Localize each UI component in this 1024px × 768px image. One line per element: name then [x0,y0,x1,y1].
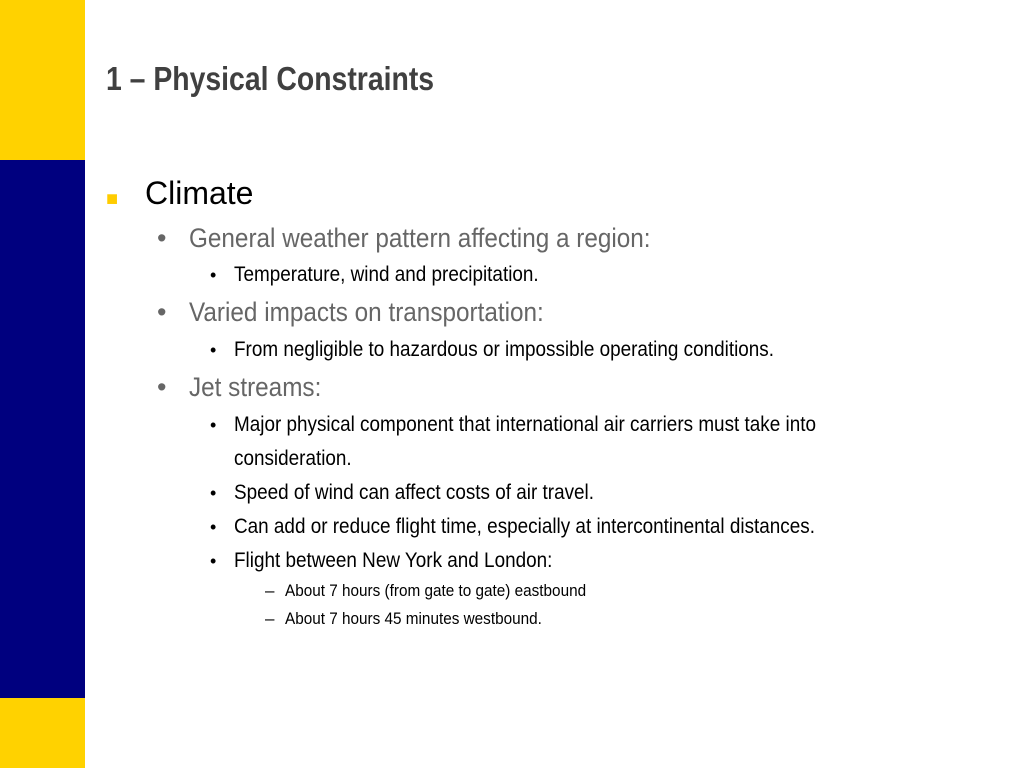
bullet-text: Climate [145,175,254,211]
bullet-dot-icon: • [210,551,217,571]
bullet-dot-icon: • [210,265,217,285]
bullet-text: General weather pattern affecting a region: [189,223,651,253]
slide-title: 1 – Physical Constraints [106,60,435,97]
bullet-text: Major physical component that international air carriers must take into [234,413,816,436]
bullet-dot-icon: • [210,415,217,435]
bullet-dot-icon: • [157,372,167,402]
bullet-dot-icon: • [157,223,167,253]
bullet-text: About 7 hours (from gate to gate) eastbound [285,581,587,600]
bullet-text: Flight between New York and London: [234,549,553,572]
bullet-text: Temperature, wind and precipitation. [234,263,539,286]
bullet-text: Can add or reduce flight time, especially at intercontinental distances. [234,515,815,538]
bullet-text: From negligible to hazardous or impossible operating conditions. [234,338,774,361]
bullet-text: Varied impacts on transportation: [189,297,544,327]
dash-bullet-icon: – [265,609,275,628]
bullet-text: About 7 hours 45 minutes westbound. [285,609,542,628]
bullet-text: consideration. [234,447,352,470]
bullet-dot-icon: • [157,297,167,327]
bullet-dot-icon: • [210,340,217,360]
bullet-dot-icon: • [210,483,217,503]
square-bullet-icon: ■ [106,188,119,210]
bullet-text: Speed of wind can affect costs of air travel. [234,481,594,504]
bullet-text: Jet streams: [189,372,322,402]
bullet-dot-icon: • [210,517,217,537]
dash-bullet-icon: – [265,581,275,600]
